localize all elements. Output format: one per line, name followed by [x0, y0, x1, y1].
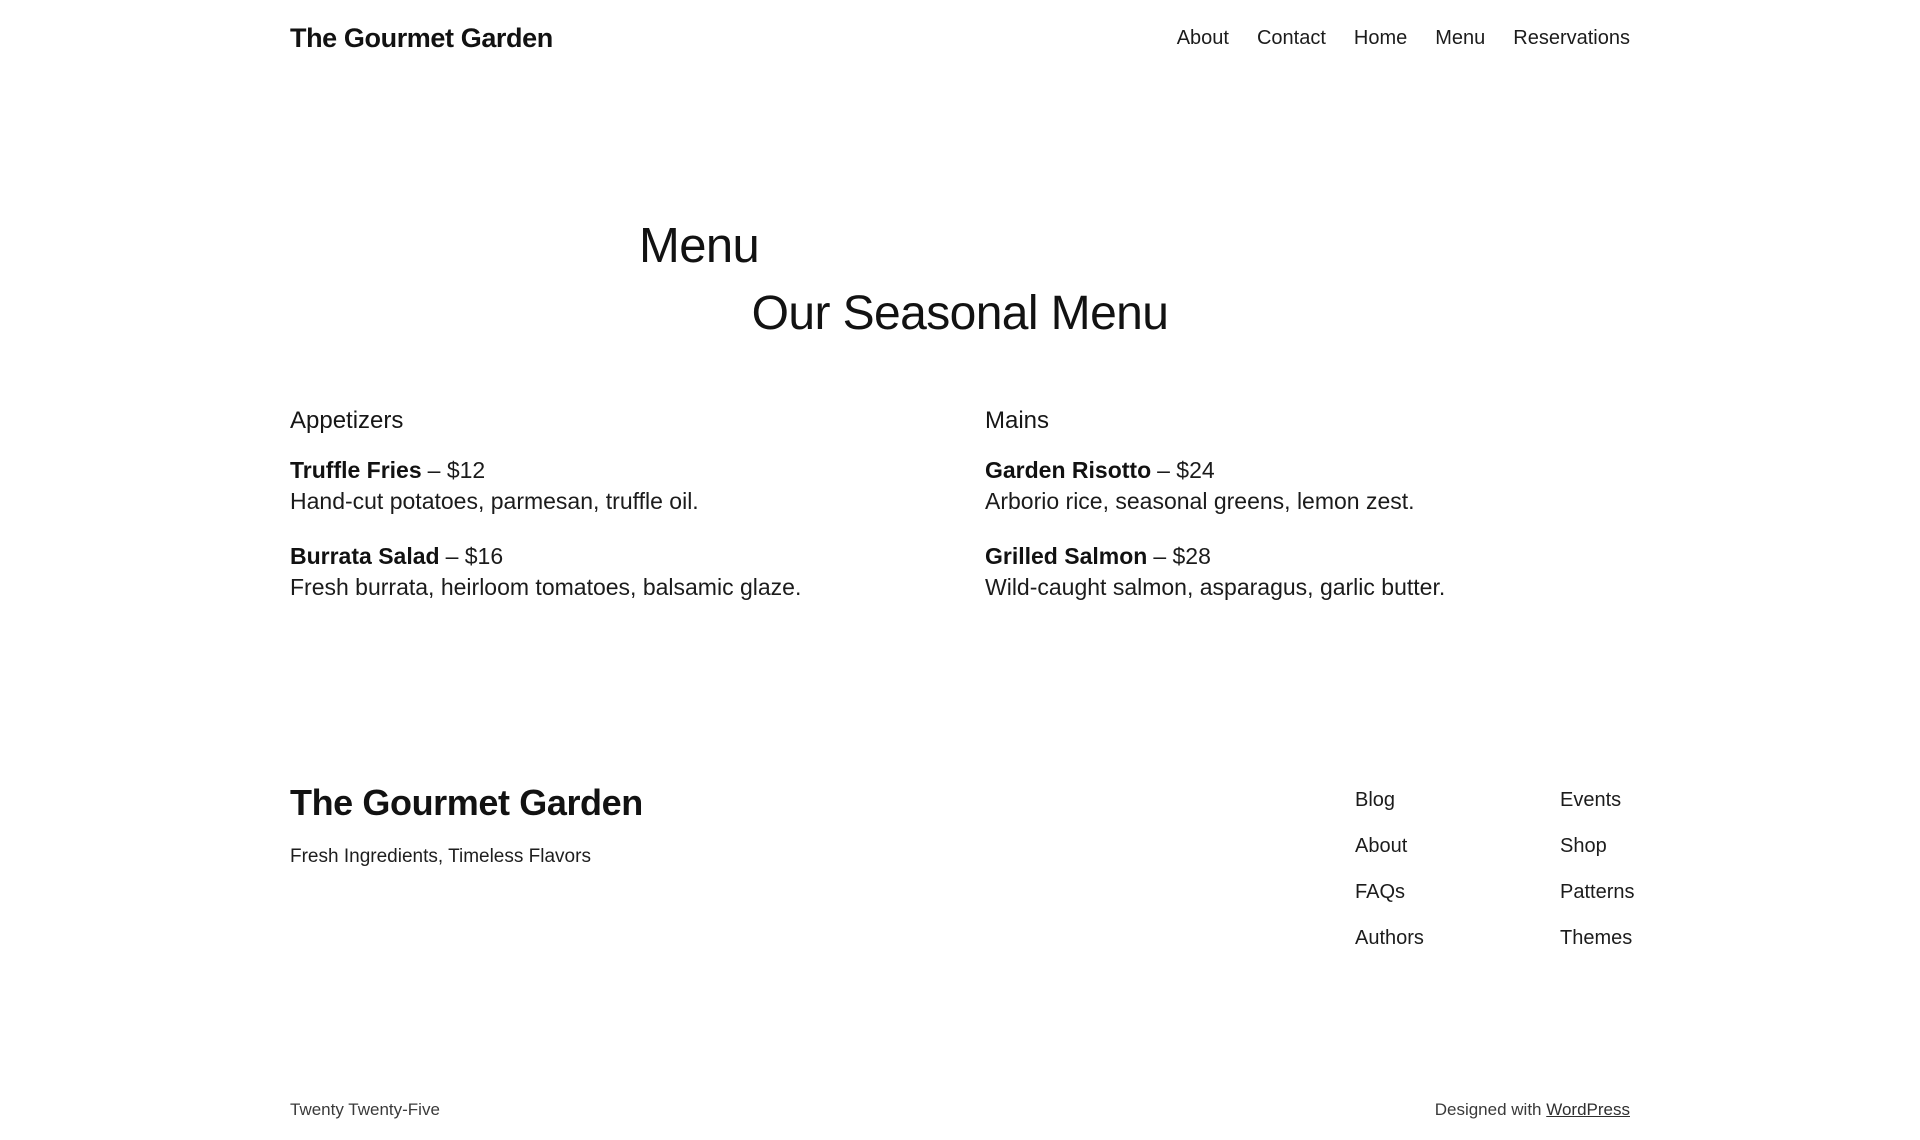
designed-with-prefix: Designed with — [1434, 1099, 1547, 1119]
footer-link-item — [1560, 834, 1630, 860]
mains-heading: Mains — [985, 406, 1050, 434]
appetizers-heading: Appetizers — [290, 406, 404, 434]
menu-item-burrata-salad — [290, 541, 935, 603]
item-description: Hand-cut potatoes, parmesan, truffle oil. — [290, 487, 699, 514]
item-name: Truffle Fries — [290, 456, 422, 483]
menu-item-truffle-fries — [290, 455, 935, 517]
nav-link-about[interactable]: About — [1176, 27, 1229, 49]
mains-section — [985, 407, 1630, 627]
item-price: – $24 — [1157, 456, 1215, 483]
footer-link-item — [1560, 788, 1630, 814]
footer-link-item — [1355, 926, 1560, 952]
footer-brand: The Gourmet Garden — [290, 781, 643, 823]
menu-item-grilled-salmon — [985, 541, 1630, 603]
item-head — [290, 541, 935, 572]
footer-link-item — [1355, 834, 1560, 860]
item-name: Garden Risotto — [985, 456, 1152, 483]
item-name: Burrata Salad — [290, 542, 440, 569]
wordpress-link[interactable]: WordPress — [1546, 1099, 1630, 1119]
nav-link-menu[interactable]: Menu — [1435, 27, 1486, 49]
site-footer — [290, 781, 1635, 1140]
menu-grid — [290, 407, 1630, 627]
footer-top — [290, 781, 1635, 972]
item-name: Grilled Salmon — [985, 542, 1148, 569]
page-title: Menu — [639, 219, 760, 273]
footer-link-blog[interactable]: Blog — [1355, 788, 1396, 811]
footer-brand-block — [290, 782, 643, 868]
footer-link-faqs[interactable]: FAQs — [1355, 880, 1406, 903]
designed-with-text — [1435, 1100, 1630, 1120]
footer-link-shop[interactable]: Shop — [1560, 834, 1607, 857]
footer-link-item — [1355, 880, 1560, 906]
seasonal-menu-heading: Our Seasonal Menu — [751, 286, 1169, 340]
footer-link-item — [1560, 880, 1635, 906]
site-header — [290, 0, 1630, 54]
footer-links — [1355, 782, 1635, 972]
item-head — [985, 455, 1630, 486]
footer-link-item — [1560, 926, 1633, 952]
menu-item-garden-risotto — [985, 455, 1630, 517]
footer-link-patterns[interactable]: Patterns — [1560, 880, 1635, 903]
item-price: – $28 — [1153, 542, 1211, 569]
item-price: – $12 — [427, 456, 486, 483]
footer-tagline: Fresh Ingredients, Timeless Flavors — [290, 845, 591, 867]
footer-link-about[interactable]: About — [1355, 834, 1408, 857]
nav-link-reservations[interactable]: Reservations — [1513, 27, 1630, 49]
item-head — [985, 541, 1630, 572]
item-description: Wild-caught salmon, asparagus, garlic butter. — [985, 573, 1446, 600]
top-nav — [1177, 27, 1630, 50]
footer-link-authors[interactable]: Authors — [1355, 926, 1424, 949]
item-price: – $16 — [445, 542, 504, 569]
appetizers-section — [290, 407, 935, 627]
footer-link-column-2 — [1560, 788, 1635, 972]
nav-link-home[interactable]: Home — [1353, 27, 1408, 49]
footer-link-themes[interactable]: Themes — [1560, 926, 1633, 949]
item-description: Arborio rice, seasonal greens, lemon zest. — [985, 487, 1415, 514]
theme-name-text: Twenty Twenty-Five — [290, 1099, 440, 1119]
nav-link-contact[interactable]: Contact — [1256, 27, 1326, 49]
footer-link-column-1 — [1355, 788, 1560, 972]
item-head — [290, 455, 935, 486]
footer-bottom — [290, 1100, 1630, 1140]
footer-link-item — [1355, 788, 1560, 814]
main-content — [290, 217, 1630, 627]
site-title[interactable]: The Gourmet Garden — [290, 23, 553, 53]
item-description: Fresh burrata, heirloom tomatoes, balsamic glaze. — [290, 573, 802, 600]
footer-link-events[interactable]: Events — [1560, 788, 1622, 811]
